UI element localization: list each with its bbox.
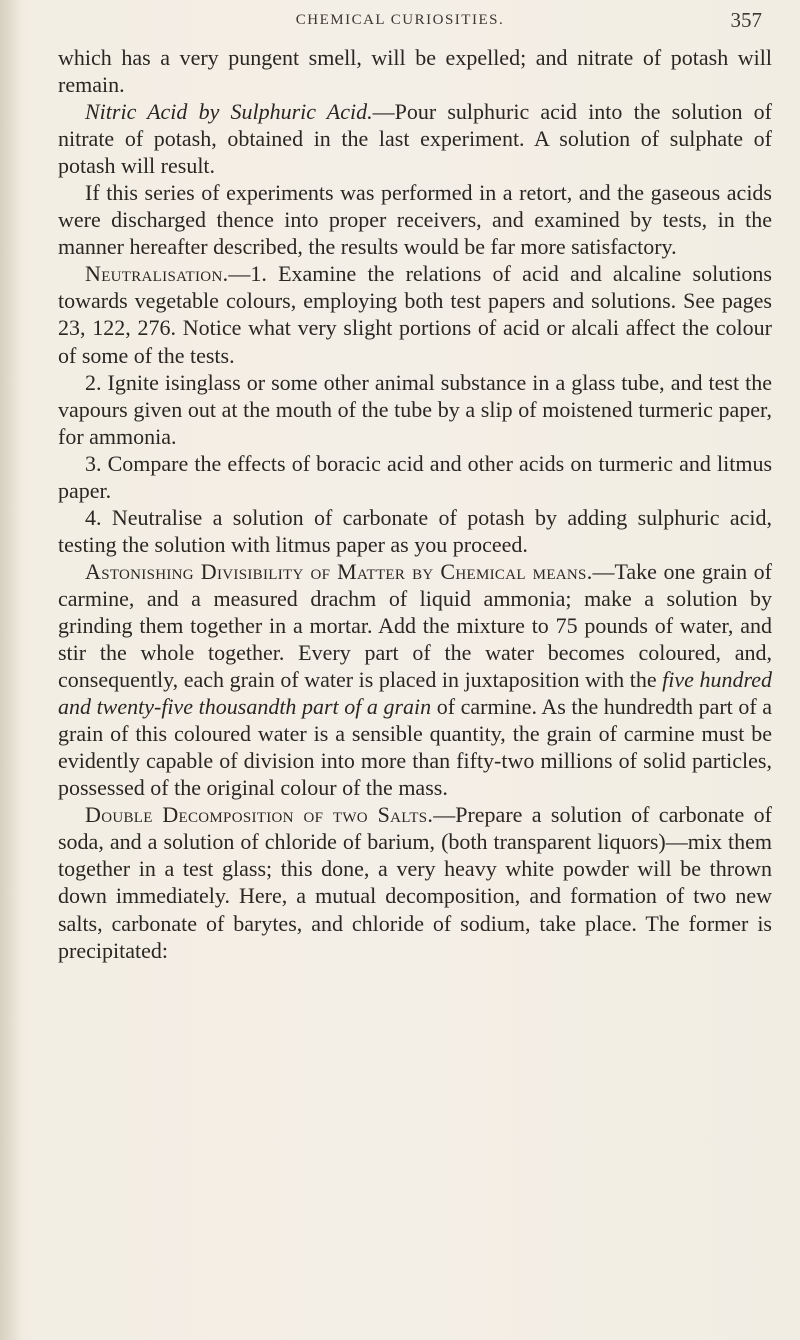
page-header xyxy=(30,4,770,40)
page-number: 357 xyxy=(730,8,762,32)
section-heading: Neutralisation. xyxy=(85,261,229,287)
section-heading: Nitric Acid by Sulphuric Acid. xyxy=(85,99,373,125)
paragraph-text: —Prepare a solution of carbonate of soda, and a solution of chloride of barium, (both transparent liquors)—mix them together in a test glass; this done, a very heavy white powder will be thrown down immediately. Here, a mutual decomposition, and formation of two new salts, carbonate of barytes, and chloride of sodium, take place. The former is precipitated: xyxy=(58,802,772,963)
section-heading: Double Decomposition of two Salts. xyxy=(85,802,434,828)
binding-gutter-shadow xyxy=(0,0,22,1340)
paragraph-step-3 xyxy=(58,450,772,504)
paragraph-text: of carmine. As the hundredth part of a grain of this coloured water is a sensible quantity, the grain of carmine must be evidently capable of division into more than fifty-two millions of solid particles, possessed of the original colour of the mass. xyxy=(58,694,772,801)
running-head: CHEMICAL CURIOSITIES. xyxy=(295,12,505,28)
paragraph-divisibility xyxy=(58,558,772,801)
paragraph-text: —Pour sulphuric acid into the solution of nitrate of potash, obtained in the last experiment. A solution of sulphate of potash will result. xyxy=(58,99,773,179)
paragraph-text: which has a very pungent smell, will be expelled; and nitrate of potash will remain. xyxy=(58,45,772,98)
paragraph-text: —1. Examine the relations of acid and alcaline solutions towards vegetable colours, employing both test papers and solutions. See pages 23, 122, 276. Notice what very slight portions of acid or alcali affect the colour of some of the tests. xyxy=(58,261,772,368)
paragraph-text: 2. Ignite isinglass or some other animal substance in a glass tube, and test the vapours given out at the mouth of the tube by a slip of moistened turmeric paper, for ammonia. xyxy=(58,369,772,449)
paragraph-text: 4. Neutralise a solution of carbonate of potash by adding sulphuric acid, testing the solution with litmus paper as you proceed. xyxy=(58,504,772,557)
paragraph-double-decomposition xyxy=(58,801,772,963)
paragraph-neutralisation xyxy=(58,260,772,368)
paragraph-step-2 xyxy=(58,369,772,450)
section-heading: Astonishing Divisibility of Matter by Chemical means. xyxy=(85,558,593,584)
paragraph-retort-note xyxy=(58,179,772,260)
italic-phrase: five hundred and twenty-five thousandth part of a grain xyxy=(58,667,773,720)
paragraph-text: If this series of experiments was performed in a retort, and the gaseous acids were discharged thence into proper receivers, and examined by tests, in the manner hereafter described, the results would be far more satisfactory. xyxy=(58,180,772,260)
paragraph-continuation xyxy=(58,44,772,98)
paragraph-text: —Take one grain of carmine, and a measured drachm of liquid ammonia; make a solution by grinding them together in a mortar. Add the mixture to 75 pounds of water, and stir the whole together. Every part of the water becomes coloured, and, consequently, each grain of water is placed in juxtaposition with the xyxy=(58,558,772,693)
body-text xyxy=(58,44,772,964)
paragraph-nitric-acid xyxy=(58,98,772,179)
paragraph-step-4 xyxy=(58,504,772,558)
paragraph-text: 3. Compare the effects of boracic acid and other acids on turmeric and litmus paper. xyxy=(58,450,772,503)
